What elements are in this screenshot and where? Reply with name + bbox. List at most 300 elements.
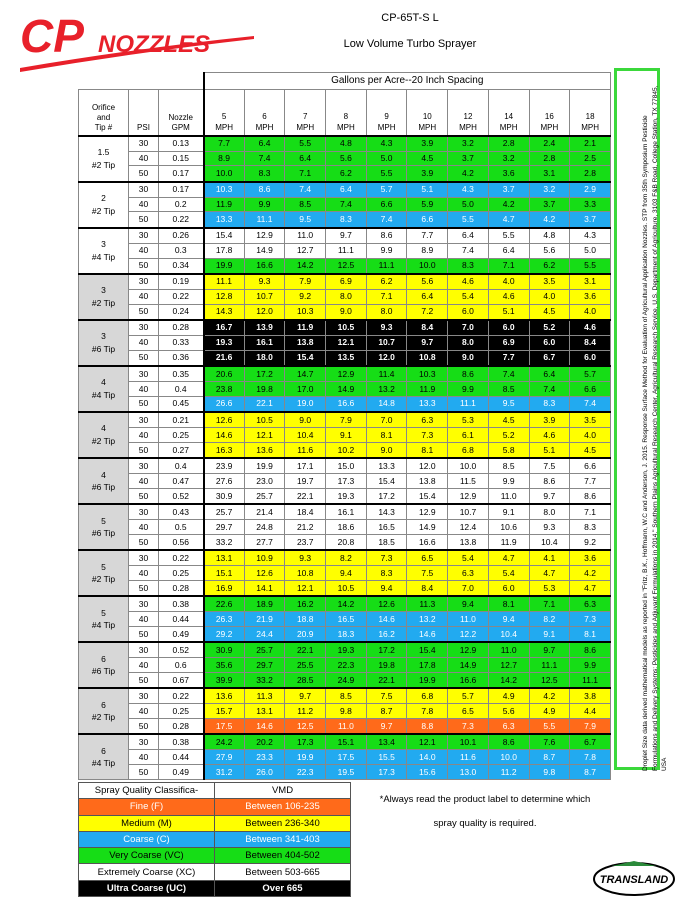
- gpa-value-cell: 9.3: [366, 320, 407, 336]
- gpa-value-cell: 25.5: [285, 658, 326, 673]
- psi-cell: 30: [129, 596, 159, 612]
- gpa-value-cell: 5.5: [285, 136, 326, 152]
- gpa-value-cell: 10.5: [244, 412, 285, 428]
- gpa-value-cell: 13.1: [244, 704, 285, 719]
- gpa-value-cell: 11.6: [285, 442, 326, 458]
- psi-cell: 50: [129, 166, 159, 182]
- gpa-value-cell: 6.6: [366, 197, 407, 212]
- psi-cell: 40: [129, 519, 159, 534]
- gpa-value-cell: 2.1: [570, 136, 611, 152]
- gpa-value-cell: 8.9: [204, 151, 245, 166]
- gpa-value-cell: 14.2: [285, 258, 326, 274]
- legend-row: [79, 815, 351, 831]
- gpa-value-cell: 15.1: [326, 734, 367, 750]
- orifice-header-line: Orifice: [91, 102, 116, 112]
- gpa-value-cell: 6.4: [285, 151, 326, 166]
- gpa-value-cell: 15.4: [204, 228, 245, 244]
- gpa-value-cell: 9.8: [529, 765, 570, 780]
- gpa-value-cell: 17.2: [366, 642, 407, 658]
- table-row: [79, 704, 611, 719]
- gpa-value-cell: 10.2: [326, 442, 367, 458]
- speed-unit: MPH: [337, 123, 355, 133]
- speed-header: [285, 90, 326, 136]
- gpa-value-cell: 28.5: [285, 672, 326, 688]
- table-row: [79, 350, 611, 366]
- gpa-value-cell: 7.4: [529, 381, 570, 396]
- gpa-value-cell: 7.1: [366, 289, 407, 304]
- tip-number: #4 Tip: [91, 619, 116, 630]
- table-row: [79, 212, 611, 228]
- gpa-value-cell: 4.7: [529, 566, 570, 581]
- gpa-value-cell: 14.2: [488, 672, 529, 688]
- gpa-value-cell: 12.5: [529, 672, 570, 688]
- gpa-value-cell: 20.9: [285, 626, 326, 642]
- table-row: [79, 442, 611, 458]
- psi-cell: 50: [129, 672, 159, 688]
- legend-vmd-range: Between 404-502: [215, 848, 351, 864]
- legend-vmd-range: Between 341-403: [215, 831, 351, 847]
- gpa-value-cell: 13.5: [326, 350, 367, 366]
- gpa-value-cell: 4.1: [529, 550, 570, 566]
- gpa-value-cell: 7.5: [366, 688, 407, 704]
- gpa-value-cell: 14.6: [244, 719, 285, 735]
- gpa-value-cell: 12.2: [448, 626, 489, 642]
- gpa-value-cell: 5.5: [488, 228, 529, 244]
- table-row: [79, 534, 611, 550]
- gpa-value-cell: 12.4: [448, 519, 489, 534]
- gpa-value-cell: 6.4: [407, 289, 448, 304]
- gpa-value-cell: 12.1: [285, 580, 326, 596]
- gpa-value-cell: 4.6: [448, 274, 489, 290]
- gpa-value-cell: 5.8: [488, 442, 529, 458]
- gpa-value-cell: 4.9: [488, 688, 529, 704]
- gpa-value-cell: 17.2: [366, 488, 407, 504]
- psi-cell: 50: [129, 258, 159, 274]
- gpa-value-cell: 6.4: [529, 366, 570, 382]
- gpa-value-cell: 21.9: [244, 612, 285, 627]
- gpa-value-cell: 16.6: [244, 258, 285, 274]
- gpa-value-cell: 9.9: [448, 381, 489, 396]
- gpa-value-cell: 8.8: [407, 719, 448, 735]
- legend-row: [79, 848, 351, 864]
- gpa-value-cell: 8.7: [529, 750, 570, 765]
- orifice-size: 5: [101, 515, 106, 526]
- gpa-value-cell: 14.9: [244, 243, 285, 258]
- gpa-value-cell: 19.3: [326, 642, 367, 658]
- gpa-value-cell: 8.3: [448, 258, 489, 274]
- gpm-cell: 0.4: [159, 381, 204, 396]
- gpm-cell: 0.28: [159, 580, 204, 596]
- gpa-value-cell: 17.3: [326, 473, 367, 488]
- orifice-header-line: and: [96, 112, 111, 122]
- gpa-value-cell: 14.0: [407, 750, 448, 765]
- gpm-cell: 0.45: [159, 396, 204, 412]
- gpa-value-cell: 12.6: [366, 596, 407, 612]
- gpa-value-cell: 5.4: [488, 566, 529, 581]
- orifice-size: 3: [101, 239, 106, 250]
- gpa-value-cell: 18.5: [366, 534, 407, 550]
- gpa-value-cell: 2.5: [570, 151, 611, 166]
- gpa-value-cell: 7.4: [285, 182, 326, 198]
- gpa-value-cell: 5.5: [529, 719, 570, 735]
- orifice-cell: [79, 228, 129, 274]
- source-note-text: Droplet Size data derived mathematical models as reported in "Fritz, B.K., Hoffmann, W.C and Anderson, J. 2015. Response Surface Method for Evaluation of Agricultural Application Nozzles. STP from 35th Symposium Pesticide Formulations and Delivery Systems: Pesticides and Adjuvant Formulations in 2014." Southern Plains Agricultural Research Center, Agricultural Research Service, U.S. Department of Agriculture, 3103 F&B Road, College Station, TX 77845, USA: [642, 85, 668, 771]
- gpa-value-cell: 16.6: [448, 672, 489, 688]
- gpa-value-cell: 4.5: [570, 442, 611, 458]
- orifice-size: 5: [101, 607, 106, 618]
- gpa-value-cell: 5.0: [570, 243, 611, 258]
- gpa-value-cell: 11.2: [285, 704, 326, 719]
- gpa-value-cell: 19.9: [407, 672, 448, 688]
- psi-cell: 30: [129, 734, 159, 750]
- gpa-value-cell: 6.0: [488, 320, 529, 336]
- orifice-cell: [79, 320, 129, 366]
- gpa-value-cell: 7.2: [407, 304, 448, 320]
- gpa-value-cell: 17.0: [285, 381, 326, 396]
- gpa-value-cell: 4.3: [448, 182, 489, 198]
- gpa-value-cell: 12.6: [204, 412, 245, 428]
- gpa-value-cell: 11.1: [204, 274, 245, 290]
- gpa-value-cell: 17.3: [285, 734, 326, 750]
- tip-number: #6 Tip: [91, 666, 116, 677]
- legend-header-vmd: VMD: [215, 783, 351, 799]
- psi-cell: 40: [129, 612, 159, 627]
- legend-vmd-range: Over 665: [215, 880, 351, 896]
- gpa-value-cell: 4.0: [488, 274, 529, 290]
- gpa-value-cell: 29.2: [204, 626, 245, 642]
- gpa-value-cell: 5.6: [488, 704, 529, 719]
- gpa-value-cell: 19.8: [244, 381, 285, 396]
- orifice-header: [79, 90, 129, 136]
- orifice-size: 6: [101, 699, 106, 710]
- gpa-value-cell: 12.9: [244, 228, 285, 244]
- gpa-value-cell: 3.6: [570, 289, 611, 304]
- gpm-cell: 0.49: [159, 765, 204, 780]
- gpa-value-cell: 3.7: [448, 151, 489, 166]
- table-row: [79, 412, 611, 428]
- legend-vmd-range: Between 106-235: [215, 799, 351, 815]
- psi-cell: 30: [129, 136, 159, 152]
- gpa-value-cell: 5.7: [570, 366, 611, 382]
- table-row: [79, 750, 611, 765]
- gpa-value-cell: 12.7: [285, 243, 326, 258]
- gpa-value-cell: 20.8: [326, 534, 367, 550]
- gpa-value-cell: 11.0: [488, 642, 529, 658]
- gpa-value-cell: 6.3: [448, 566, 489, 581]
- gpa-value-cell: 10.9: [244, 550, 285, 566]
- gpa-value-cell: 8.3: [366, 566, 407, 581]
- psi-cell: 40: [129, 197, 159, 212]
- gpa-value-cell: 18.0: [244, 350, 285, 366]
- gpa-value-cell: 3.3: [570, 197, 611, 212]
- gpm-cell: 0.15: [159, 151, 204, 166]
- gpa-value-cell: 20.2: [244, 734, 285, 750]
- gpa-value-cell: 4.5: [407, 151, 448, 166]
- gpa-value-cell: 11.1: [326, 243, 367, 258]
- gpa-value-cell: 12.9: [326, 366, 367, 382]
- gpm-cell: 0.56: [159, 534, 204, 550]
- gpa-value-cell: 9.8: [326, 704, 367, 719]
- gpa-value-cell: 4.2: [488, 197, 529, 212]
- transland-logo: [592, 857, 676, 897]
- gpa-value-cell: 5.5: [448, 212, 489, 228]
- gpa-value-cell: 11.1: [244, 212, 285, 228]
- psi-cell: 40: [129, 381, 159, 396]
- gpa-value-cell: 8.0: [366, 304, 407, 320]
- tip-number: #2 Tip: [91, 573, 116, 584]
- gpa-value-cell: 8.5: [285, 197, 326, 212]
- gpa-value-cell: 16.9: [204, 580, 245, 596]
- gpa-value-cell: 5.1: [529, 442, 570, 458]
- gpa-value-cell: 39.9: [204, 672, 245, 688]
- speed-header: [407, 90, 448, 136]
- gpa-value-cell: 6.7: [570, 734, 611, 750]
- gpa-value-cell: 9.7: [529, 642, 570, 658]
- gpa-value-cell: 8.5: [488, 458, 529, 474]
- speed-value: 18: [585, 112, 595, 122]
- gpa-value-cell: 9.2: [570, 534, 611, 550]
- legend-class-label: Ultra Coarse (UC): [79, 880, 215, 896]
- gpm-cell: 0.67: [159, 672, 204, 688]
- gpa-value-cell: 22.1: [366, 672, 407, 688]
- gpa-value-cell: 5.2: [529, 320, 570, 336]
- gpa-value-cell: 15.7: [204, 704, 245, 719]
- gpa-value-cell: 21.6: [204, 350, 245, 366]
- legend-header-classification: Spray Quality Classifica-: [79, 783, 215, 799]
- gpm-cell: 0.44: [159, 750, 204, 765]
- gpa-value-cell: 12.8: [204, 289, 245, 304]
- psi-cell: 50: [129, 580, 159, 596]
- speed-value: 9: [384, 112, 389, 122]
- gpm-cell: 0.47: [159, 473, 204, 488]
- gpa-value-cell: 8.6: [529, 473, 570, 488]
- gpa-value-cell: 8.5: [488, 381, 529, 396]
- gpa-value-cell: 6.3: [570, 596, 611, 612]
- gpa-value-cell: 23.9: [204, 458, 245, 474]
- gpa-value-cell: 7.1: [529, 596, 570, 612]
- gpa-value-cell: 29.7: [244, 658, 285, 673]
- gpa-value-cell: 7.8: [407, 704, 448, 719]
- psi-cell: 40: [129, 427, 159, 442]
- orifice-size: 4: [101, 377, 106, 388]
- gpa-value-cell: 7.4: [326, 197, 367, 212]
- gpa-value-cell: 8.4: [570, 335, 611, 350]
- gpa-value-cell: 4.6: [570, 320, 611, 336]
- speed-value: 16: [544, 112, 554, 122]
- table-row: [79, 642, 611, 658]
- gpm-cell: 0.17: [159, 182, 204, 198]
- gpm-cell: 0.35: [159, 366, 204, 382]
- gpa-value-cell: 4.4: [570, 704, 611, 719]
- table-row: [79, 473, 611, 488]
- gpa-value-cell: 5.1: [407, 182, 448, 198]
- gpa-value-cell: 14.3: [204, 304, 245, 320]
- gpa-value-cell: 8.6: [570, 642, 611, 658]
- gpa-value-cell: 19.7: [285, 473, 326, 488]
- speed-value: 12: [463, 112, 473, 122]
- gpa-value-cell: 22.6: [204, 596, 245, 612]
- gpa-value-cell: 9.9: [488, 473, 529, 488]
- gpa-value-cell: 12.9: [448, 642, 489, 658]
- gpa-value-cell: 7.4: [244, 151, 285, 166]
- gpa-value-cell: 16.6: [407, 534, 448, 550]
- gpa-value-cell: 4.3: [570, 228, 611, 244]
- gpa-value-cell: 7.3: [448, 719, 489, 735]
- gpa-value-cell: 7.9: [570, 719, 611, 735]
- orifice-cell: [79, 734, 129, 779]
- gpa-value-cell: 5.7: [448, 688, 489, 704]
- orifice-cell: [79, 182, 129, 228]
- gpa-value-cell: 4.7: [488, 212, 529, 228]
- gpa-value-cell: 25.7: [244, 488, 285, 504]
- gpa-value-cell: 13.3: [407, 396, 448, 412]
- gpa-value-cell: 10.0: [204, 166, 245, 182]
- psi-cell: 50: [129, 442, 159, 458]
- gpa-value-cell: 13.3: [204, 212, 245, 228]
- gpm-cell: 0.38: [159, 596, 204, 612]
- psi-cell: 40: [129, 750, 159, 765]
- speed-header: [570, 90, 611, 136]
- psi-cell: 40: [129, 151, 159, 166]
- gpa-value-cell: 7.4: [488, 366, 529, 382]
- gpa-value-cell: 25.7: [204, 504, 245, 520]
- orifice-size: 3: [101, 331, 106, 342]
- gpa-value-cell: 4.6: [529, 427, 570, 442]
- gpa-value-cell: 5.6: [326, 151, 367, 166]
- gpa-value-cell: 13.2: [407, 612, 448, 627]
- gpa-value-cell: 11.0: [285, 228, 326, 244]
- gpa-value-cell: 33.2: [244, 672, 285, 688]
- gpa-value-cell: 10.5: [326, 320, 367, 336]
- brand-name: TRANSLAND: [599, 874, 669, 886]
- cp-nozzles-logo: [18, 8, 258, 80]
- speed-unit: MPH: [418, 123, 437, 133]
- gpa-value-cell: 6.1: [448, 427, 489, 442]
- gpm-cell: 0.38: [159, 734, 204, 750]
- psi-cell: 50: [129, 488, 159, 504]
- gpa-value-cell: 29.7: [204, 519, 245, 534]
- psi-cell: 40: [129, 289, 159, 304]
- gpm-cell: 0.25: [159, 427, 204, 442]
- gpa-value-cell: 8.3: [326, 212, 367, 228]
- legend-row: [79, 799, 351, 815]
- orifice-cell: [79, 458, 129, 504]
- tip-number: #4 Tip: [91, 389, 116, 400]
- orifice-size: 2: [101, 193, 106, 204]
- psi-cell: 40: [129, 243, 159, 258]
- gpa-value-cell: 3.6: [488, 166, 529, 182]
- table-row: [79, 258, 611, 274]
- gpa-value-cell: 18.3: [326, 626, 367, 642]
- blank-corner: [129, 73, 159, 90]
- gpa-value-cell: 11.9: [407, 381, 448, 396]
- speed-header: [448, 90, 489, 136]
- gpa-value-cell: 15.1: [204, 566, 245, 581]
- table-row: [79, 335, 611, 350]
- gpa-value-cell: 13.3: [366, 458, 407, 474]
- gpa-value-cell: 6.9: [326, 274, 367, 290]
- legend-class-label: Very Coarse (VC): [79, 848, 215, 864]
- psi-cell: 30: [129, 182, 159, 198]
- gpa-value-cell: 6.9: [488, 335, 529, 350]
- orifice-cell: [79, 550, 129, 596]
- speed-value: 10: [422, 112, 432, 122]
- gpa-value-cell: 8.0: [529, 504, 570, 520]
- gpa-value-cell: 22.1: [244, 396, 285, 412]
- orifice-cell: [79, 274, 129, 320]
- gpa-value-cell: 8.9: [407, 243, 448, 258]
- gpa-value-cell: 7.1: [488, 258, 529, 274]
- orifice-size: 4: [101, 423, 106, 434]
- gpa-value-cell: 27.7: [244, 534, 285, 550]
- orifice-cell: [79, 136, 129, 182]
- gpa-value-cell: 7.4: [366, 212, 407, 228]
- gpa-value-cell: 26.3: [204, 612, 245, 627]
- gpa-value-cell: 5.9: [407, 197, 448, 212]
- table-row: [79, 243, 611, 258]
- gpa-value-cell: 4.7: [488, 550, 529, 566]
- gpa-value-cell: 9.0: [326, 304, 367, 320]
- gpa-value-cell: 3.7: [488, 182, 529, 198]
- gpa-value-cell: 16.2: [285, 596, 326, 612]
- gpa-value-cell: 7.5: [529, 458, 570, 474]
- orifice-size: 6: [101, 745, 106, 756]
- gpa-value-cell: 22.1: [285, 488, 326, 504]
- gpa-value-cell: 7.5: [407, 566, 448, 581]
- gpm-cell: 0.43: [159, 504, 204, 520]
- gpa-value-cell: 8.2: [529, 612, 570, 627]
- gpa-value-cell: 23.7: [285, 534, 326, 550]
- table-row: [79, 366, 611, 382]
- gpa-value-cell: 7.7: [570, 473, 611, 488]
- gpm-cell: 0.3: [159, 243, 204, 258]
- gpa-value-cell: 7.3: [366, 550, 407, 566]
- gpa-value-cell: 26.0: [244, 765, 285, 780]
- gpa-value-cell: 4.2: [570, 566, 611, 581]
- gpa-value-cell: 4.2: [529, 212, 570, 228]
- tip-number: #2 Tip: [91, 712, 116, 723]
- gpa-value-cell: 5.4: [448, 550, 489, 566]
- gpa-value-cell: 16.7: [204, 320, 245, 336]
- gpa-value-cell: 16.5: [366, 519, 407, 534]
- gpa-value-cell: 5.4: [448, 289, 489, 304]
- blank-corner: [79, 73, 129, 90]
- gpm-cell: 0.4: [159, 458, 204, 474]
- orifice-size: 3: [101, 285, 106, 296]
- orifice-size: 6: [101, 653, 106, 664]
- gpa-value-cell: 15.0: [326, 458, 367, 474]
- table-row: [79, 136, 611, 152]
- gpm-cell: 0.33: [159, 335, 204, 350]
- table-row: [79, 166, 611, 182]
- gpa-value-cell: 6.0: [488, 580, 529, 596]
- gpa-value-cell: 21.4: [244, 504, 285, 520]
- gpa-value-cell: 12.6: [244, 566, 285, 581]
- gpm-cell: 0.27: [159, 442, 204, 458]
- psi-cell: 50: [129, 719, 159, 735]
- table-row: [79, 228, 611, 244]
- gpa-value-cell: 3.1: [529, 166, 570, 182]
- tip-number: #2 Tip: [91, 159, 116, 170]
- gpa-value-cell: 24.4: [244, 626, 285, 642]
- table-row: [79, 304, 611, 320]
- psi-cell: 40: [129, 566, 159, 581]
- gpa-value-cell: 8.6: [244, 182, 285, 198]
- gpa-value-cell: 4.5: [529, 304, 570, 320]
- gpa-value-cell: 8.3: [570, 519, 611, 534]
- gpm-cell: 0.13: [159, 136, 204, 152]
- gpa-value-cell: 18.6: [326, 519, 367, 534]
